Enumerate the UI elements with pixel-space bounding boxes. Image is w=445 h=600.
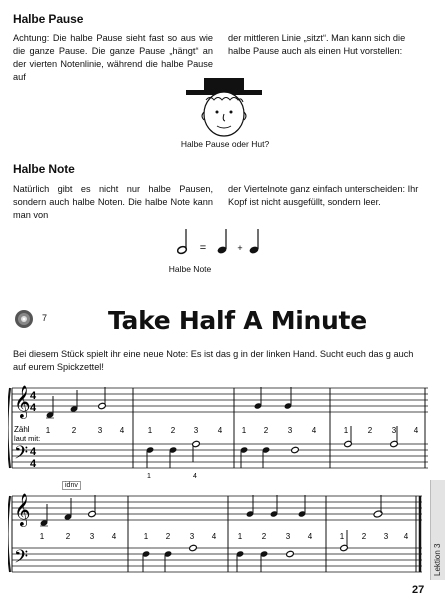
svg-text:2: 2 bbox=[170, 426, 176, 435]
svg-text:3: 3 bbox=[391, 426, 397, 435]
svg-text:2: 2 bbox=[361, 532, 367, 541]
svg-text:3: 3 bbox=[285, 532, 291, 541]
svg-text:2: 2 bbox=[367, 426, 373, 435]
svg-text:4: 4 bbox=[311, 426, 317, 435]
svg-text:1: 1 bbox=[143, 532, 149, 541]
bass-clef: 𝄢 bbox=[14, 442, 29, 467]
count-label-1: Zähl bbox=[14, 425, 30, 434]
halbe-note-text-col2: der Viertelnote ganz einfach unterscheiden: Ihr Kopf ist nicht ausgefüllt, sondern leer. bbox=[228, 184, 419, 207]
svg-text:2: 2 bbox=[65, 532, 71, 541]
svg-text:3: 3 bbox=[383, 532, 389, 541]
piece-intro: Bei diesem Stück spielt ihr eine neue Note: Es ist das g in der linken Hand. Sucht euch das g auch auf eurem Spickzettel! bbox=[13, 349, 414, 372]
score-system-1 bbox=[8, 382, 434, 480]
cd-icon bbox=[14, 309, 34, 329]
count-label-2: laut mit: bbox=[14, 434, 41, 443]
time-signature-bottom: 4 bbox=[30, 458, 37, 470]
count-numbers-row bbox=[40, 532, 409, 541]
halbe-pause-text-col1: Achtung: Die halbe Pause sieht fast so aus wie die ganze Pause. Die ganze Pause „hängt“ an der vierten Notenlinie, während die halbe Pause auf bbox=[13, 33, 213, 82]
plus-sign: + bbox=[237, 243, 243, 253]
svg-text:4: 4 bbox=[217, 426, 223, 435]
hat-face-illustration bbox=[184, 76, 264, 140]
svg-text:4: 4 bbox=[413, 426, 419, 435]
time-signature-top: 4 bbox=[30, 446, 37, 458]
svg-text:1: 1 bbox=[343, 426, 349, 435]
page-number: 27 bbox=[412, 584, 425, 596]
time-signature-bottom: 4 bbox=[30, 402, 37, 414]
quarter-note-symbol bbox=[249, 229, 260, 255]
svg-text:3: 3 bbox=[189, 532, 195, 541]
svg-text:3: 3 bbox=[287, 426, 293, 435]
piece-title: Take Half A Minute bbox=[108, 306, 367, 335]
svg-text:1: 1 bbox=[45, 426, 51, 435]
hat-caption: Halbe Pause oder Hut? bbox=[180, 139, 270, 149]
time-signature-top: 4 bbox=[30, 390, 37, 402]
svg-text:4: 4 bbox=[211, 532, 217, 541]
svg-text:1: 1 bbox=[241, 426, 247, 435]
equals-sign: = bbox=[199, 242, 207, 254]
svg-text:4: 4 bbox=[307, 532, 313, 541]
svg-text:3: 3 bbox=[89, 532, 95, 541]
svg-text:1: 1 bbox=[339, 532, 345, 541]
score-system-2 bbox=[8, 490, 428, 580]
track-number: 7 bbox=[42, 313, 48, 323]
svg-text:1: 1 bbox=[147, 426, 153, 435]
fingering-1: 1 bbox=[147, 473, 151, 480]
svg-text:1: 1 bbox=[237, 532, 243, 541]
bass-clef: 𝄢 bbox=[14, 546, 29, 571]
fingering-4: 4 bbox=[193, 473, 197, 480]
half-note-caption: Halbe Note bbox=[168, 264, 212, 274]
idnv-badge: idnv bbox=[62, 481, 81, 490]
svg-text:2: 2 bbox=[71, 426, 77, 435]
svg-text:2: 2 bbox=[261, 532, 267, 541]
svg-text:4: 4 bbox=[111, 532, 117, 541]
svg-text:3: 3 bbox=[97, 426, 103, 435]
note-equation bbox=[170, 225, 270, 257]
count-numbers-row bbox=[46, 426, 419, 435]
svg-text:4: 4 bbox=[119, 426, 125, 435]
side-tab-label: Lektion 3 bbox=[433, 543, 442, 576]
half-note-symbol bbox=[177, 229, 188, 255]
quarter-note-symbol bbox=[217, 229, 228, 255]
treble-clef: 𝄞 bbox=[14, 386, 31, 417]
treble-clef: 𝄞 bbox=[14, 494, 31, 525]
halbe-note-text-col1: Natürlich gibt es nicht nur halbe Pausen, sondern auch halbe Noten. Die halbe Note kann man von bbox=[13, 184, 213, 220]
svg-text:3: 3 bbox=[193, 426, 199, 435]
svg-text:1: 1 bbox=[39, 532, 45, 541]
heading-halbe-pause: Halbe Pause bbox=[13, 12, 84, 26]
heading-halbe-note: Halbe Note bbox=[13, 162, 75, 176]
svg-text:2: 2 bbox=[165, 532, 171, 541]
halbe-pause-text-col2: der mittleren Linie „sitzt“. Man kann sich die halbe Pause auch als einen Hut vorstellen: bbox=[228, 33, 406, 56]
svg-text:4: 4 bbox=[403, 532, 409, 541]
svg-text:2: 2 bbox=[263, 426, 269, 435]
